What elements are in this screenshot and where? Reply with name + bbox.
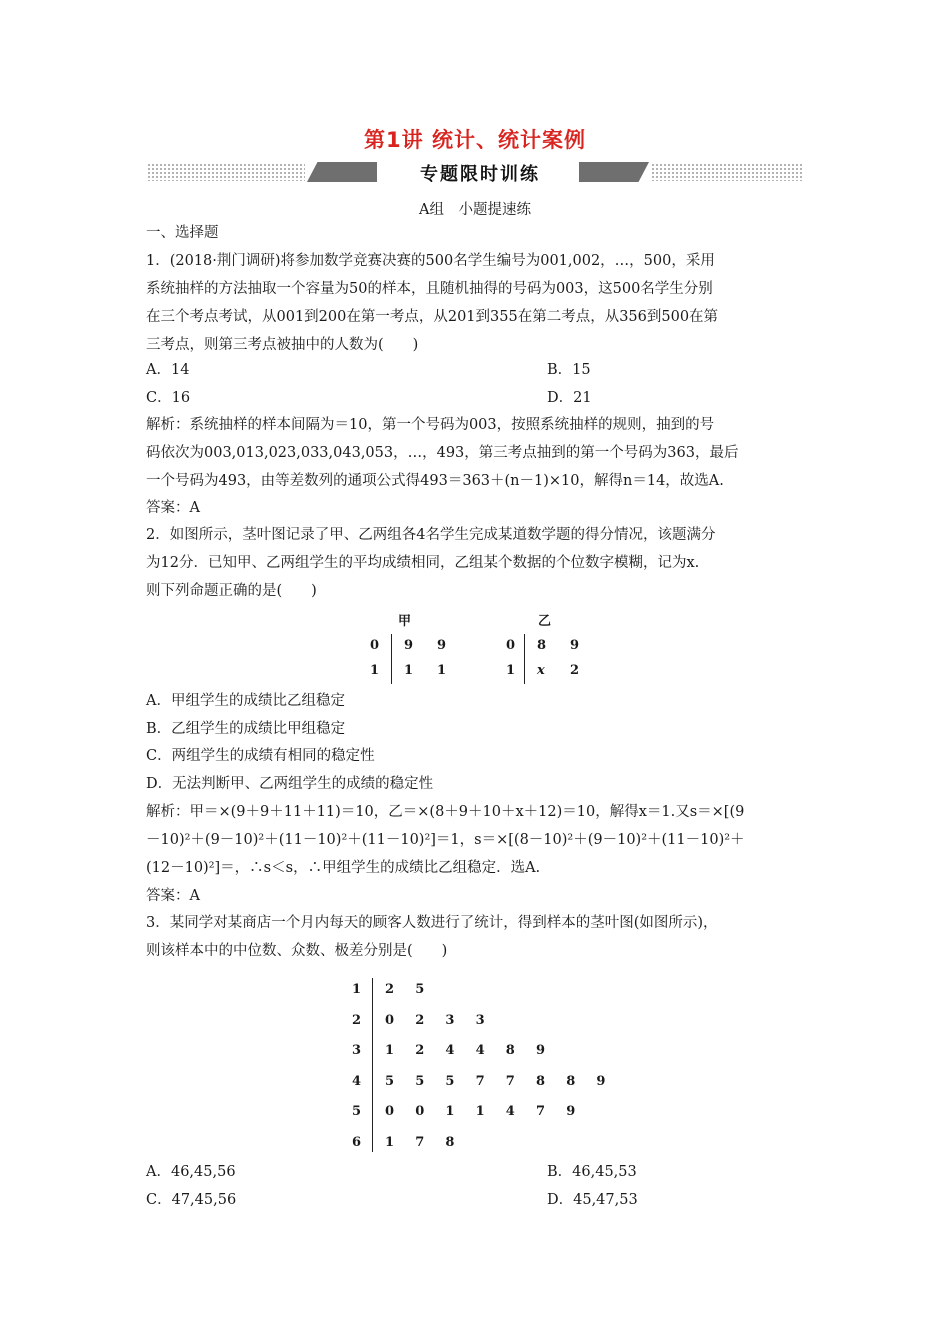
q3-leaf: 8 xyxy=(445,1134,455,1150)
q1-line: 三考点，则第三考点被抽中的人数为( ) xyxy=(146,337,419,353)
q3-leaf: 7 xyxy=(475,1073,485,1089)
q3-stem: 6 xyxy=(352,1134,362,1150)
q3-leaf: 5 xyxy=(385,1073,395,1089)
q3-leaf: 1 xyxy=(385,1134,395,1150)
q3-leaf: 1 xyxy=(445,1104,455,1119)
q1-option-b: B．15 xyxy=(547,362,591,378)
q2-option-d: D．无法判断甲、乙两组学生的成绩的稳定性 xyxy=(146,776,434,792)
q3-leaf: 7 xyxy=(536,1104,546,1119)
q3-leaf: 0 xyxy=(415,1104,425,1119)
q1-analysis-line: 码依次为003,013,023,033,043,053，…，493，第三考点抽到的第一个号码为363，最后 xyxy=(146,445,739,461)
q2-option-b: B．乙组学生的成绩比甲组稳定 xyxy=(146,721,346,737)
yi-leaf: 8 xyxy=(537,638,547,653)
banner-dots-right xyxy=(651,163,803,181)
q3-option-b: B．46,45,53 xyxy=(547,1164,637,1180)
q1-option-a: A．14 xyxy=(146,362,190,378)
q2-line: 为12分．已知甲、乙两组学生的平均成绩相同，乙组某个数据的个位数字模糊，记为x. xyxy=(146,555,700,571)
q3-stem: 1 xyxy=(352,982,362,997)
yi-stem: 1 xyxy=(506,663,516,678)
q3-leaf: 5 xyxy=(445,1073,455,1089)
q3-leaf: 4 xyxy=(445,1043,455,1058)
q3-leaf: 3 xyxy=(445,1012,455,1028)
q3-stem: 3 xyxy=(352,1043,362,1058)
q2-line: 则下列命题正确的是( ) xyxy=(146,583,317,599)
q3-leaf: 8 xyxy=(536,1073,546,1089)
jia-leaf: 1 xyxy=(404,663,414,678)
jia-stem: 0 xyxy=(370,638,380,653)
q3-leaf: 7 xyxy=(505,1073,515,1089)
q3-option-a: A．46,45,56 xyxy=(146,1164,236,1180)
jia-leaf: 9 xyxy=(437,638,447,653)
q2-analysis-line: (12－10)²]＝，∴s＜s，∴甲组学生的成绩比乙组稳定．选A. xyxy=(146,860,541,876)
q2-option-c: C．两组学生的成绩有相同的稳定性 xyxy=(146,748,375,764)
section-heading: 一、选择题 xyxy=(146,225,219,241)
q3-option-d: D．45,47,53 xyxy=(547,1192,638,1208)
q1-line: 在三个考点考试，从001到200在第一考点，从201到355在第二考点，从356到500在第 xyxy=(146,309,719,325)
q3-leaf: 8 xyxy=(566,1073,576,1089)
banner-band-right xyxy=(579,162,649,182)
q1-option-d: D．21 xyxy=(547,390,592,406)
q3-leaf: 9 xyxy=(566,1104,576,1119)
q2-analysis-line: 解析：甲＝×(9＋9＋11＋11)＝10，乙＝×(8＋9＋10＋x＋12)＝10，解得x＝1.又s＝×[(9 xyxy=(146,804,745,820)
q3-leaf: 4 xyxy=(505,1104,515,1119)
q3-stem: 5 xyxy=(352,1104,362,1119)
q3-divider xyxy=(372,978,373,1152)
q3-leaf: 0 xyxy=(385,1012,395,1028)
q3-leaf: 5 xyxy=(415,1073,425,1089)
q3-leaf: 2 xyxy=(415,1012,425,1028)
page-title: 第1讲 统计、统计案例 xyxy=(364,128,586,152)
q1-analysis-line: 解析：系统抽样的样本间隔为＝10，第一个号码为003，按照系统抽样的规则，抽到的号 xyxy=(146,417,715,433)
q3-leaf: 0 xyxy=(385,1104,395,1119)
banner-title: 专题限时训练 xyxy=(420,164,540,185)
q3-leaf: 9 xyxy=(536,1043,546,1058)
q1-line: 1．(2018·荆门调研)将参加数学竞赛决赛的500名学生编号为001,002，…，500，采用 xyxy=(146,253,715,269)
banner-band-left xyxy=(307,162,377,182)
q3-option-c: C．47,45,56 xyxy=(146,1192,237,1208)
group-label: A组 小题提速练 xyxy=(419,202,531,218)
section-banner xyxy=(147,160,803,184)
jia-leaf: 9 xyxy=(404,638,414,653)
yi-label: 乙 xyxy=(538,614,552,629)
yi-stem: 0 xyxy=(506,638,516,653)
banner-dots-left xyxy=(147,163,305,181)
q3-stem: 4 xyxy=(352,1073,362,1089)
jia-label: 甲 xyxy=(398,614,412,629)
q1-analysis-line: 一个号码为493，由等差数列的通项公式得493＝363＋(n－1)×10，解得n＝14，故选A. xyxy=(146,473,724,489)
yi-leaf: x xyxy=(537,663,545,678)
q3-leaf: 9 xyxy=(596,1073,606,1089)
jia-stem: 1 xyxy=(370,663,380,678)
yi-leaf: 9 xyxy=(570,638,580,653)
q2-answer: 答案：A xyxy=(146,888,200,904)
q3-leaf: 5 xyxy=(415,982,425,997)
jia-leaf: 1 xyxy=(437,663,447,678)
q3-leaf: 1 xyxy=(385,1043,395,1058)
q1-line: 系统抽样的方法抽取一个容量为50的样本，且随机抽得的号码为003，这500名学生分别 xyxy=(146,281,713,297)
q3-leaf: 7 xyxy=(415,1134,425,1150)
yi-leaf: 2 xyxy=(570,663,580,678)
q3-line: 则该样本中的中位数、众数、极差分别是( ) xyxy=(146,943,448,959)
q3-leaf: 4 xyxy=(475,1043,485,1058)
q2-analysis-line: －10)²＋(9－10)²＋(11－10)²＋(11－10)²]＝1，s＝×[(8－10)²＋(9－10)²＋(11－10)²＋ xyxy=(146,832,745,848)
q3-leaf: 2 xyxy=(415,1043,425,1058)
q3-leaf: 2 xyxy=(385,982,395,997)
yi-divider xyxy=(524,634,525,684)
q3-leaf: 3 xyxy=(475,1012,485,1028)
jia-divider xyxy=(391,634,392,684)
q3-stem: 2 xyxy=(352,1012,362,1028)
q3-line: 3．某同学对某商店一个月内每天的顾客人数进行了统计，得到样本的茎叶图(如图所示)， xyxy=(146,915,718,931)
q1-answer: 答案：A xyxy=(146,500,200,516)
q3-leaf: 8 xyxy=(505,1043,515,1058)
q1-option-c: C．16 xyxy=(146,390,191,406)
q3-leaf: 1 xyxy=(475,1104,485,1119)
q2-line: 2．如图所示，茎叶图记录了甲、乙两组各4名学生完成某道数学题的得分情况，该题满分 xyxy=(146,527,716,543)
q2-option-a: A．甲组学生的成绩比乙组稳定 xyxy=(146,693,345,709)
